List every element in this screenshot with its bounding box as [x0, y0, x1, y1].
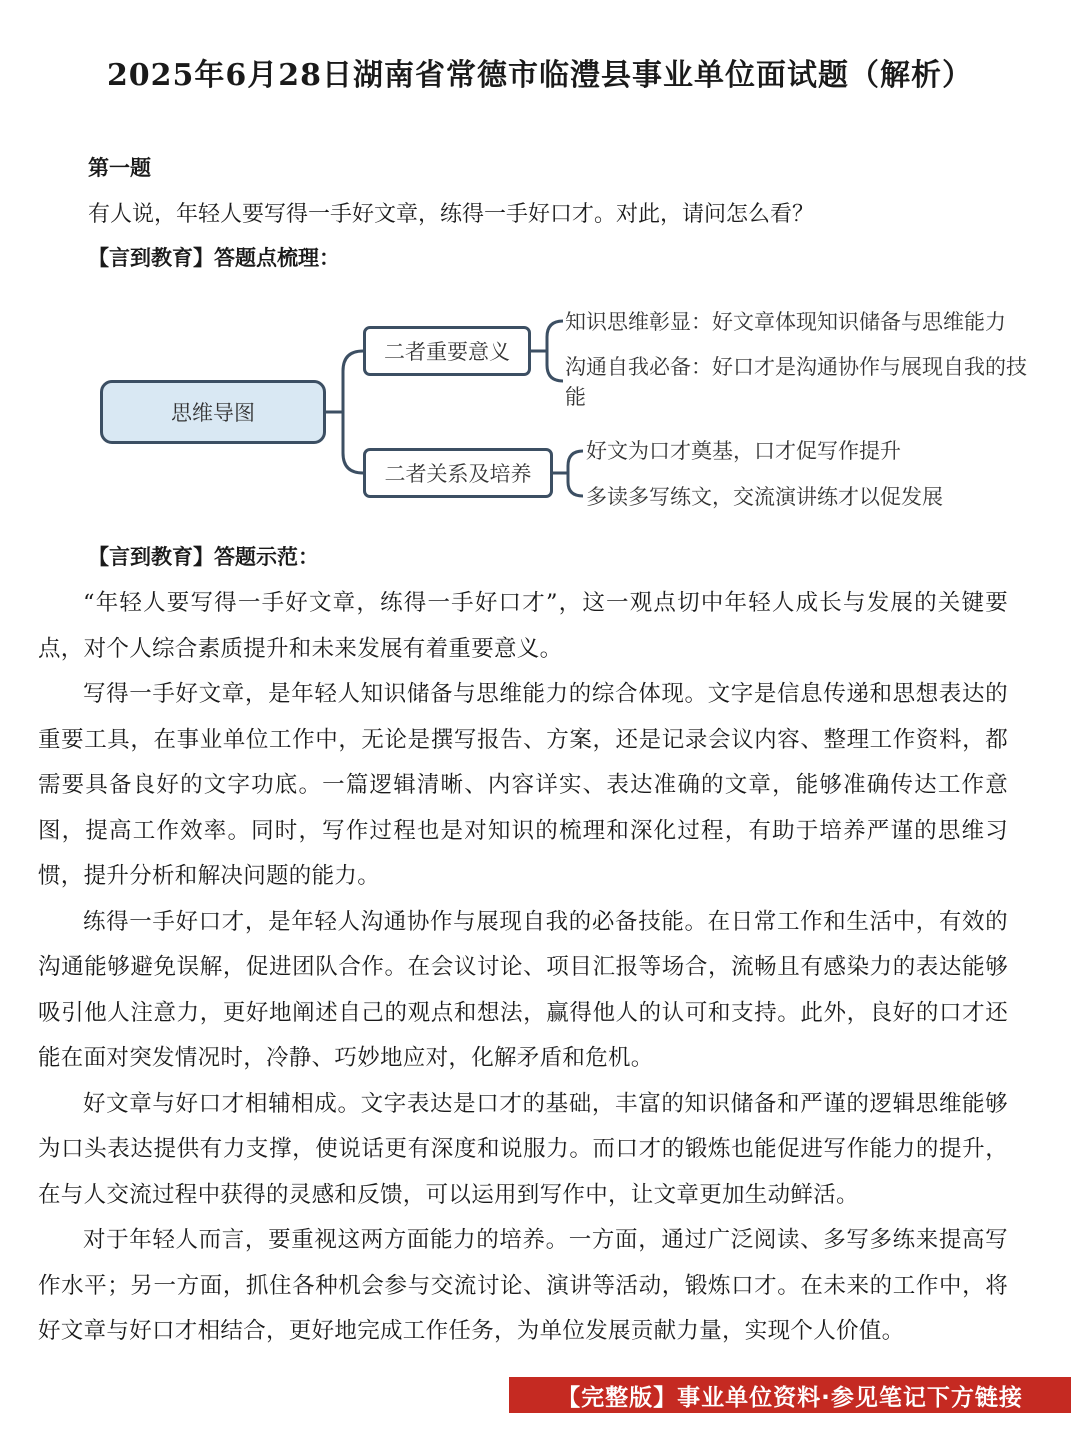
mind-map-leaf: 好文为口才奠基，口才促写作提升 [586, 439, 901, 463]
mind-map-leaf: 知识思维彰显：好文章体现知识储备与思维能力 [565, 310, 1006, 334]
promo-banner[interactable]: 【完整版】事业单位资料·参见笔记下方链接 [509, 1377, 1071, 1413]
answer-paragraph: 练得一手好口才，是年轻人沟通协作与展现自我的必备技能。在日常工作和生活中，有效的沟通能够避免误解，促进团队合作。在会议讨论、项目汇报等场合，流畅且有感染力的表达能够吸引他人注意力，更好地阐述自己的观点和想法，赢得他人的认可和支持。此外，良好的口才还能在面对突发情况时，冷静、巧妙地应对，化解矛盾和危机。 [38, 908, 1008, 1071]
page-title: 2025年6月28日湖南省常德市临澧县事业单位面试题（解析） [106, 58, 974, 93]
answer-paragraph: “年轻人要写得一手好文章，练得一手好口才”，这一观点切中年轻人成长与发展的关键要点，对个人综合素质提升和未来发展有着重要意义。 [38, 590, 1008, 662]
mind-map-root: 思维导图 [100, 380, 326, 444]
mind-map-branch-significance: 二者重要意义 [363, 326, 531, 376]
answer-paragraph: 写得一手好文章，是年轻人知识储备与思维能力的综合体现。文字是信息传递和思想表达的重要工具，在事业单位工作中，无论是撰写报告、方案，还是记录会议内容、整理工作资料，都需要具备良好的文字功底。一篇逻辑清晰、内容详实、表达准确的文章，能够准确传达工作意图，提高工作效率。同时，写作过程也是对知识的梳理和深化过程，有助于培养严谨的思维习惯，提升分析和解决问题的能力。 [38, 681, 1008, 889]
mind-map-branch-relation: 二者关系及培养 [363, 448, 553, 498]
section-label: 第一题 [88, 155, 151, 180]
answer-heading: 【言到教育】答题示范： [88, 544, 319, 569]
question-text: 有人说，年轻人要写得一手好文章，练得一手好口才。对此，请问怎么看？ [88, 202, 815, 227]
mind-map-leaf: 沟通自我必备：好口才是沟通协作与展现自我的技能 [565, 355, 1027, 409]
mind-map [0, 290, 1080, 520]
mind-map-leaf: 多读多写练文，交流演讲练才以促发展 [586, 485, 943, 509]
answer-paragraph: 对于年轻人而言，要重视这两方面能力的培养。一方面，通过广泛阅读、多写多练来提高写作水平；另一方面，抓住各种机会参与交流讨论、演讲等活动，锻炼口才。在未来的工作中，将好文章与好口才相结合，更好地完成工作任务，为单位发展贡献力量，实现个人价值。 [38, 1227, 1008, 1344]
outline-heading: 【言到教育】答题点梳理： [88, 245, 340, 270]
answer-paragraph: 好文章与好口才相辅相成。文字表达是口才的基础，丰富的知识储备和严谨的逻辑思维能够为口头表达提供有力支撑，使说话更有深度和说服力。而口才的锻炼也能促进写作能力的提升，在与人交流过程中获得的灵感和反馈，可以运用到写作中，让文章更加生动鲜活。 [38, 1090, 1008, 1208]
answer-body [38, 581, 1008, 1355]
